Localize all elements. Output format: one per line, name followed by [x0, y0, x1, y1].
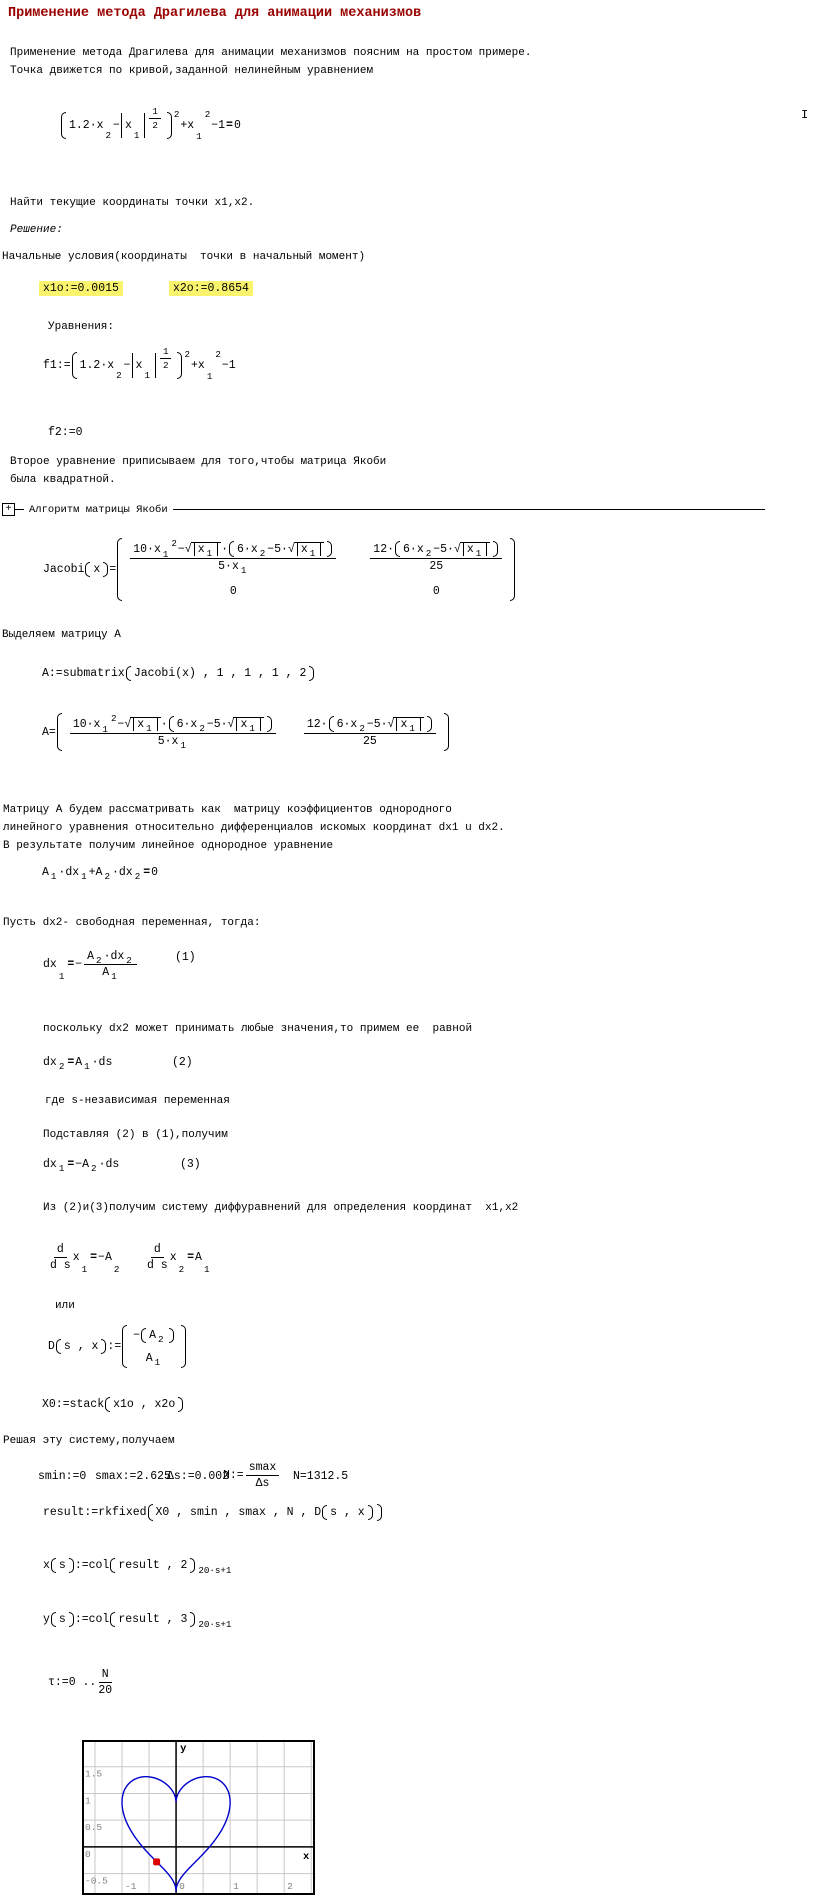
- a-lhs: A=: [42, 725, 56, 739]
- note-jacobi-line-1: Второе уравнение приписываем для того,чтобы матрица Якоби: [10, 456, 387, 468]
- d-cell-1: A 1: [145, 1352, 161, 1369]
- gde-s-text: где s-независимая переменная: [45, 1095, 230, 1107]
- reshaya-text: Решая эту систему,получаем: [3, 1435, 175, 1447]
- ode-2[interactable]: $\frac{d}{\text{d s}}$ x 2 = A 1: [147, 1243, 210, 1276]
- para-matrix-a-line-2: линейного уравнения относительно дифференциалов искомых координат dx1 u dx2.: [3, 822, 505, 834]
- region-label: Алгоритм матрицы Якоби: [29, 503, 168, 516]
- label-1: (1): [175, 951, 196, 964]
- jacobi-cell-01: 12· 6·x 2 −5· √ x 1 25: [368, 541, 504, 573]
- intro-line-2: Точка движется по кривой,заданной нелинейным уравнением: [10, 65, 374, 77]
- x0-definition[interactable]: X0:=stack x1o , x2o: [42, 1397, 184, 1412]
- svg-text:1.5: 1.5: [85, 1768, 103, 1780]
- podstavl-text: Подставляя (2) в (1),получим: [43, 1129, 228, 1141]
- svg-text:-0.5: -0.5: [85, 1875, 108, 1887]
- jacobi-lhs: Jacobi x =: [43, 563, 117, 576]
- definition-x2o[interactable]: x2o:=0.8654: [169, 281, 253, 296]
- label-2: (2): [172, 1056, 193, 1069]
- solution-label: Решение:: [10, 224, 63, 236]
- jacobi-matrix: [117, 538, 515, 601]
- svg-text:1: 1: [233, 1881, 239, 1892]
- submatrix-definition[interactable]: A:=submatrix Jacobi(x) , 1 , 1 , 1 , 2: [42, 666, 315, 681]
- svg-text:0.5: 0.5: [85, 1822, 103, 1834]
- ode-1[interactable]: $\frac{d}{\text{d s}}$ x 1 = −A 2: [50, 1243, 120, 1276]
- jacobi-cell-10: 0: [229, 585, 237, 598]
- note-jacobi-line-2: была квадратной.: [10, 474, 116, 486]
- region-rule: [173, 509, 765, 510]
- xy-plot-svg: [82, 1740, 315, 1895]
- d-cell-0: − A 2: [133, 1328, 174, 1343]
- n-evaluation[interactable]: N=1312.5: [293, 1470, 349, 1483]
- plot-border: [83, 1741, 314, 1894]
- poskolku-text: поскольку dx2 может принимать любые значения,то примем ее равной: [43, 1023, 473, 1035]
- equations-label: Уравнения:: [48, 321, 115, 333]
- region-dash: [15, 509, 24, 510]
- svg-text:0: 0: [179, 1881, 185, 1892]
- ys-definition[interactable]: y s :=col result , 3 20·s+1: [43, 1613, 232, 1631]
- smax-definition[interactable]: smax:=2.625: [95, 1470, 171, 1483]
- point-marker: [153, 1858, 160, 1865]
- ili-text: или: [55, 1300, 75, 1312]
- curve-equation[interactable]: 1.2·x 2 − x 1 $\frac{1}{2}$ 2 +x 1 2 −1 = 0: [60, 112, 241, 143]
- d-vector: [122, 1325, 185, 1368]
- d-lhs: D s , x :=: [48, 1340, 122, 1353]
- ds-definition[interactable]: Δs:=0.002: [167, 1470, 230, 1483]
- result-definition[interactable]: result:=rkfixed X0 , smin , smax , N , D s , x: [43, 1504, 383, 1521]
- svg-text:0: 0: [85, 1848, 91, 1860]
- collapsible-region-header: [2, 503, 765, 516]
- para-matrix-a-line-1: Матрицу A будем рассматривать как матрицу коэффициентов однородного: [3, 804, 452, 816]
- svg-text:1: 1: [85, 1795, 91, 1807]
- let-dx2-text: Пусть dx2- свободная переменная, тогда:: [3, 917, 261, 929]
- initial-conditions-text: Начальные условия(координаты точки в начальный момент): [2, 251, 366, 263]
- region-expand-icon[interactable]: +: [2, 503, 15, 516]
- smin-definition[interactable]: smin:=0: [38, 1470, 87, 1483]
- dx2-equation[interactable]: dx 2 = A 1 ·ds: [43, 1056, 113, 1073]
- select-a-text: Выделяем матрицу A: [2, 629, 121, 641]
- a-matrix: [57, 713, 449, 751]
- jacobi-cell-00: 10·x 1 2 − √ x 1 · 6·x 2 −5· √ x 1 5·x 1: [128, 541, 338, 573]
- svg-text:-1: -1: [125, 1881, 137, 1892]
- find-text: Найти текущие координаты точки x1,x2.: [10, 197, 255, 209]
- dx1b-equation[interactable]: dx 1 = −A 2 ·ds: [43, 1158, 120, 1175]
- jacobi-cell-11: 0: [432, 585, 440, 598]
- a-matrix-evaluation[interactable]: [42, 713, 450, 751]
- f2-definition[interactable]: f2:=0: [48, 426, 83, 439]
- svg-text:x: x: [303, 1850, 310, 1863]
- intro-line-1: Применение метода Драгилева для анимации механизмов поясним на простом примере.: [10, 47, 532, 59]
- d-definition[interactable]: [48, 1325, 187, 1368]
- label-3: (3): [180, 1158, 201, 1171]
- xy-plot[interactable]: [82, 1740, 315, 1895]
- svg-text:2: 2: [287, 1881, 293, 1892]
- text-cursor[interactable]: I: [801, 108, 809, 122]
- n-definition[interactable]: N:= $\frac{smax}{\Delta s}$: [223, 1461, 281, 1490]
- dx1-equation[interactable]: dx 1 = − A 2 ·dx 2 A 1: [43, 950, 139, 979]
- f1-definition[interactable]: f1:= 1.2·x 2 − x 1 $\frac{1}{2}$ 2 +x 1 2 −1: [43, 346, 236, 383]
- linear-equation[interactable]: A 1 ·dx 1 +A 2 ·dx 2 = 0: [42, 866, 159, 883]
- tau-definition[interactable]: τ:=0 .. $\frac{N}{20}$: [48, 1668, 113, 1697]
- a-cell-1: 12· 6·x 2 −5· √ x 1 25: [302, 716, 438, 748]
- iz23-text: Из (2)и(3)получим систему диффуравнений для определения координат x1,x2: [43, 1202, 519, 1214]
- para-matrix-a-line-3: В результате получим линейное однородное уравнение: [3, 840, 334, 852]
- jacobi-definition[interactable]: [43, 538, 516, 601]
- svg-text:y: y: [180, 1743, 187, 1755]
- xs-definition[interactable]: x s :=col result , 2 20·s+1: [43, 1559, 232, 1577]
- definition-x1o[interactable]: x1o:=0.0015: [39, 281, 123, 296]
- page-title: Применение метода Драгилева для анимации механизмов: [8, 6, 422, 21]
- a-cell-0: 10·x 1 2 − √ x 1 · 6·x 2 −5· √ x 1 5·x 1: [68, 716, 278, 748]
